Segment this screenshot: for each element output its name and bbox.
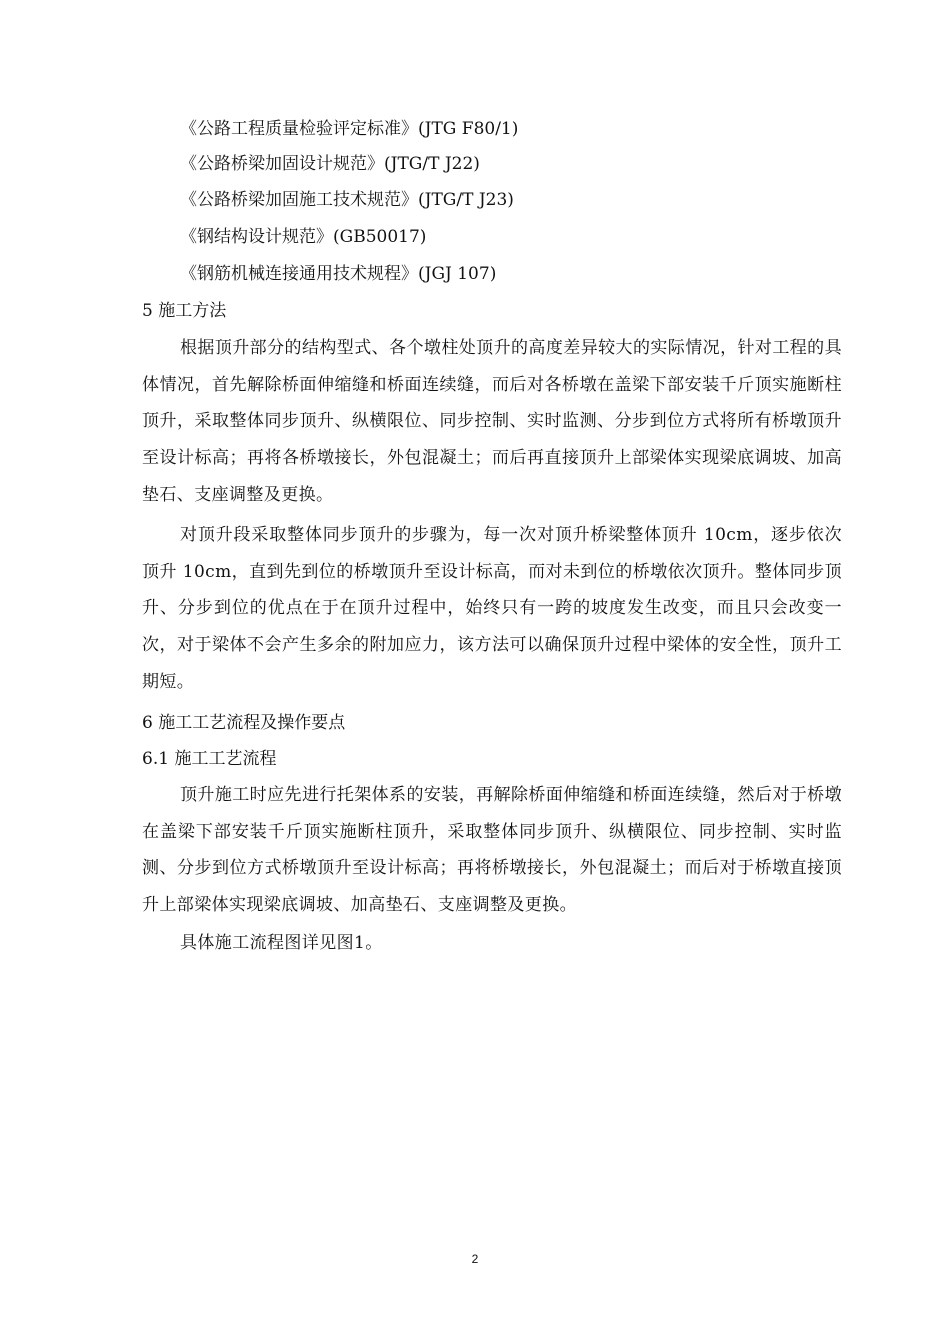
body-paragraph: 对顶升段采取整体同步顶升的步骤为，每一次对顶升桥梁整体顶升 10cm，逐步依次顶升 10cm，直到先到位的桥墩顶升至设计标高，而对未到位的桥墩依次顶升。整体同步顶升、分步到位的优点在于在顶升过程中，始终只有一跨的坡度发生改变，而且只会改变一次，对于梁体不会产生多余的附加应力，该方法可以确保顶升过程中梁体的安全性，顶升工期短。 [142, 525, 842, 692]
section-heading: 6 施工工艺流程及操作要点 [142, 713, 346, 733]
reference-item: 《钢筋机械连接通用技术规程》(JGJ 107) [180, 264, 497, 284]
reference-item: 《钢结构设计规范》(GB50017) [180, 227, 427, 247]
reference-item: 《公路桥梁加固施工技术规范》(JTG/T J23) [180, 190, 514, 210]
body-paragraph: 具体施工流程图详见图1。 [180, 933, 383, 953]
reference-item: 《公路工程质量检验评定标准》(JTG F80/1) [180, 119, 519, 139]
section-heading: 5 施工方法 [142, 301, 227, 321]
subsection-heading: 6.1 施工工艺流程 [142, 749, 277, 769]
page-number: 2 [471, 1252, 479, 1266]
body-paragraph: 根据顶升部分的结构型式、各个墩柱处顶升的高度差异较大的实际情况，针对工程的具体情况，首先解除桥面伸缩缝和桥面连续缝，而后对各桥墩在盖梁下部安装千斤顶实施断柱顶升，采取整体同步顶升、纵横限位、同步控制、实时监测、分步到位方式将所有桥墩顶升至设计标高；再将各桥墩接长，外包混凝土；而后再直接顶升上部梁体实现梁底调坡、加高垫石、支座调整及更换。 [142, 338, 842, 505]
reference-item: 《公路桥梁加固设计规范》(JTG/T J22) [180, 154, 480, 174]
body-paragraph: 顶升施工时应先进行托架体系的安装，再解除桥面伸缩缝和桥面连续缝，然后对于桥墩在盖梁下部安装千斤顶实施断柱顶升，采取整体同步顶升、纵横限位、同步控制、实时监测、分步到位方式桥墩顶升至设计标高；再将桥墩接长，外包混凝土；而后对于桥墩直接顶升上部梁体实现梁底调坡、加高垫石、支座调整及更换。 [142, 785, 842, 916]
